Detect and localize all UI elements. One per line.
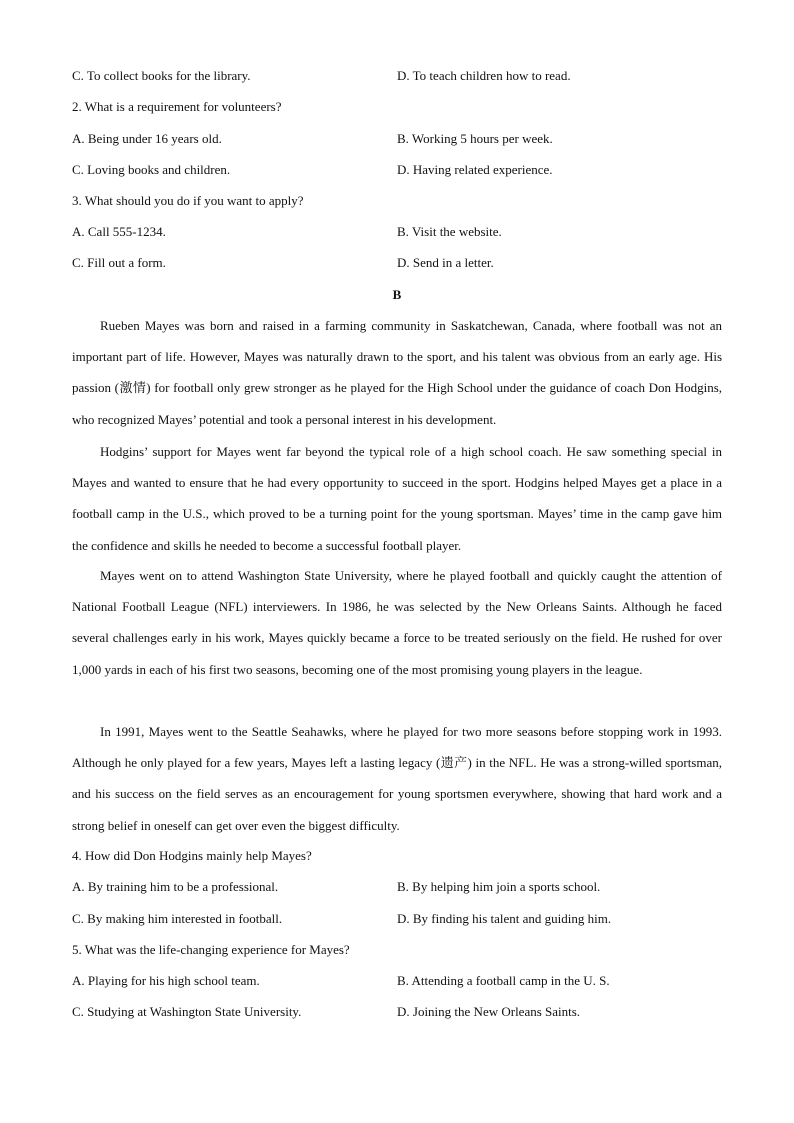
q5-option-d: D. Joining the New Orleans Saints.	[397, 1004, 581, 1019]
q3-option-a: A. Call 555-1234.	[72, 224, 166, 239]
q2-option-c: C. Loving books and children.	[72, 162, 231, 177]
q2-option-a: A. Being under 16 years old.	[72, 131, 222, 146]
q5-stem: 5. What was the life-changing experience for Mayes?	[72, 942, 350, 957]
q4-option-a: A. By training him to be a professional.	[72, 879, 279, 894]
q2-option-b: B. Working 5 hours per week.	[397, 131, 553, 146]
q4-option-d: D. By finding his talent and guiding him.	[397, 911, 612, 926]
q5-option-a: A. Playing for his high school team.	[72, 973, 260, 988]
passage-paragraph-4: In 1991, Mayes went to the Seattle Seahawks, where he played for two more seasons before stopping work in 1993. Although he only played for a few years, Mayes left a lasting legacy (遗产) in the NFL. He was a strong-willed sportsman, and his success on the field serves as an encouragement for young sportsmen everywhere, showing that hard work and a strong belief in oneself can get over even the biggest difficulty.	[72, 724, 722, 833]
q3-option-d: D. Send in a letter.	[397, 255, 494, 270]
q4-option-c: C. By making him interested in football.	[72, 911, 283, 926]
q1-option-d: D. To teach children how to read.	[397, 68, 571, 83]
q4-stem: 4. How did Don Hodgins mainly help Mayes?	[72, 848, 312, 863]
q1-option-c: C. To collect books for the library.	[72, 68, 251, 83]
q2-option-d: D. Having related experience.	[397, 162, 553, 177]
q3-option-c: C. Fill out a form.	[72, 255, 166, 270]
section-title: B	[392, 287, 402, 302]
q4-option-b: B. By helping him join a sports school.	[397, 879, 601, 894]
passage-paragraph-1: Rueben Mayes was born and raised in a farming community in Saskatchewan, Canada, where football was not an important part of life. However, Mayes was naturally drawn to the sport, and his talent was obvious from an early age. His passion (激情) for football only grew stronger as he played for the High School under the guidance of coach Don Hodgins, who recognized Mayes’ potential and took a personal interest in his development.	[72, 318, 722, 427]
passage-paragraph-3: Mayes went on to attend Washington State University, where he played football and quickly caught the attention of National Football League (NFL) interviewers. In 1986, he was selected by the New Orleans Saints. Although he faced several challenges early in his work, Mayes quickly became a force to be treated seriously on the field. He rushed for over 1,000 yards in each of his first two seasons, becoming one of the most promising young players in the league.	[72, 568, 722, 677]
q5-option-b: B. Attending a football camp in the U. S.	[397, 973, 610, 988]
q2-stem: 2. What is a requirement for volunteers?	[72, 99, 282, 114]
q5-option-c: C. Studying at Washington State University.	[72, 1004, 302, 1019]
q3-option-b: B. Visit the website.	[397, 224, 502, 239]
passage-paragraph-2: Hodgins’ support for Mayes went far beyond the typical role of a high school coach. He saw something special in Mayes and wanted to ensure that he had every opportunity to succeed in the sport. Hodgins helped Mayes get a place in a football camp in the U.S., which proved to be a turning point for the young sportsman. Mayes’ time in the camp gave him the confidence and skills he needed to become a successful football player.	[72, 444, 722, 553]
q3-stem: 3. What should you do if you want to apply?	[72, 193, 304, 208]
